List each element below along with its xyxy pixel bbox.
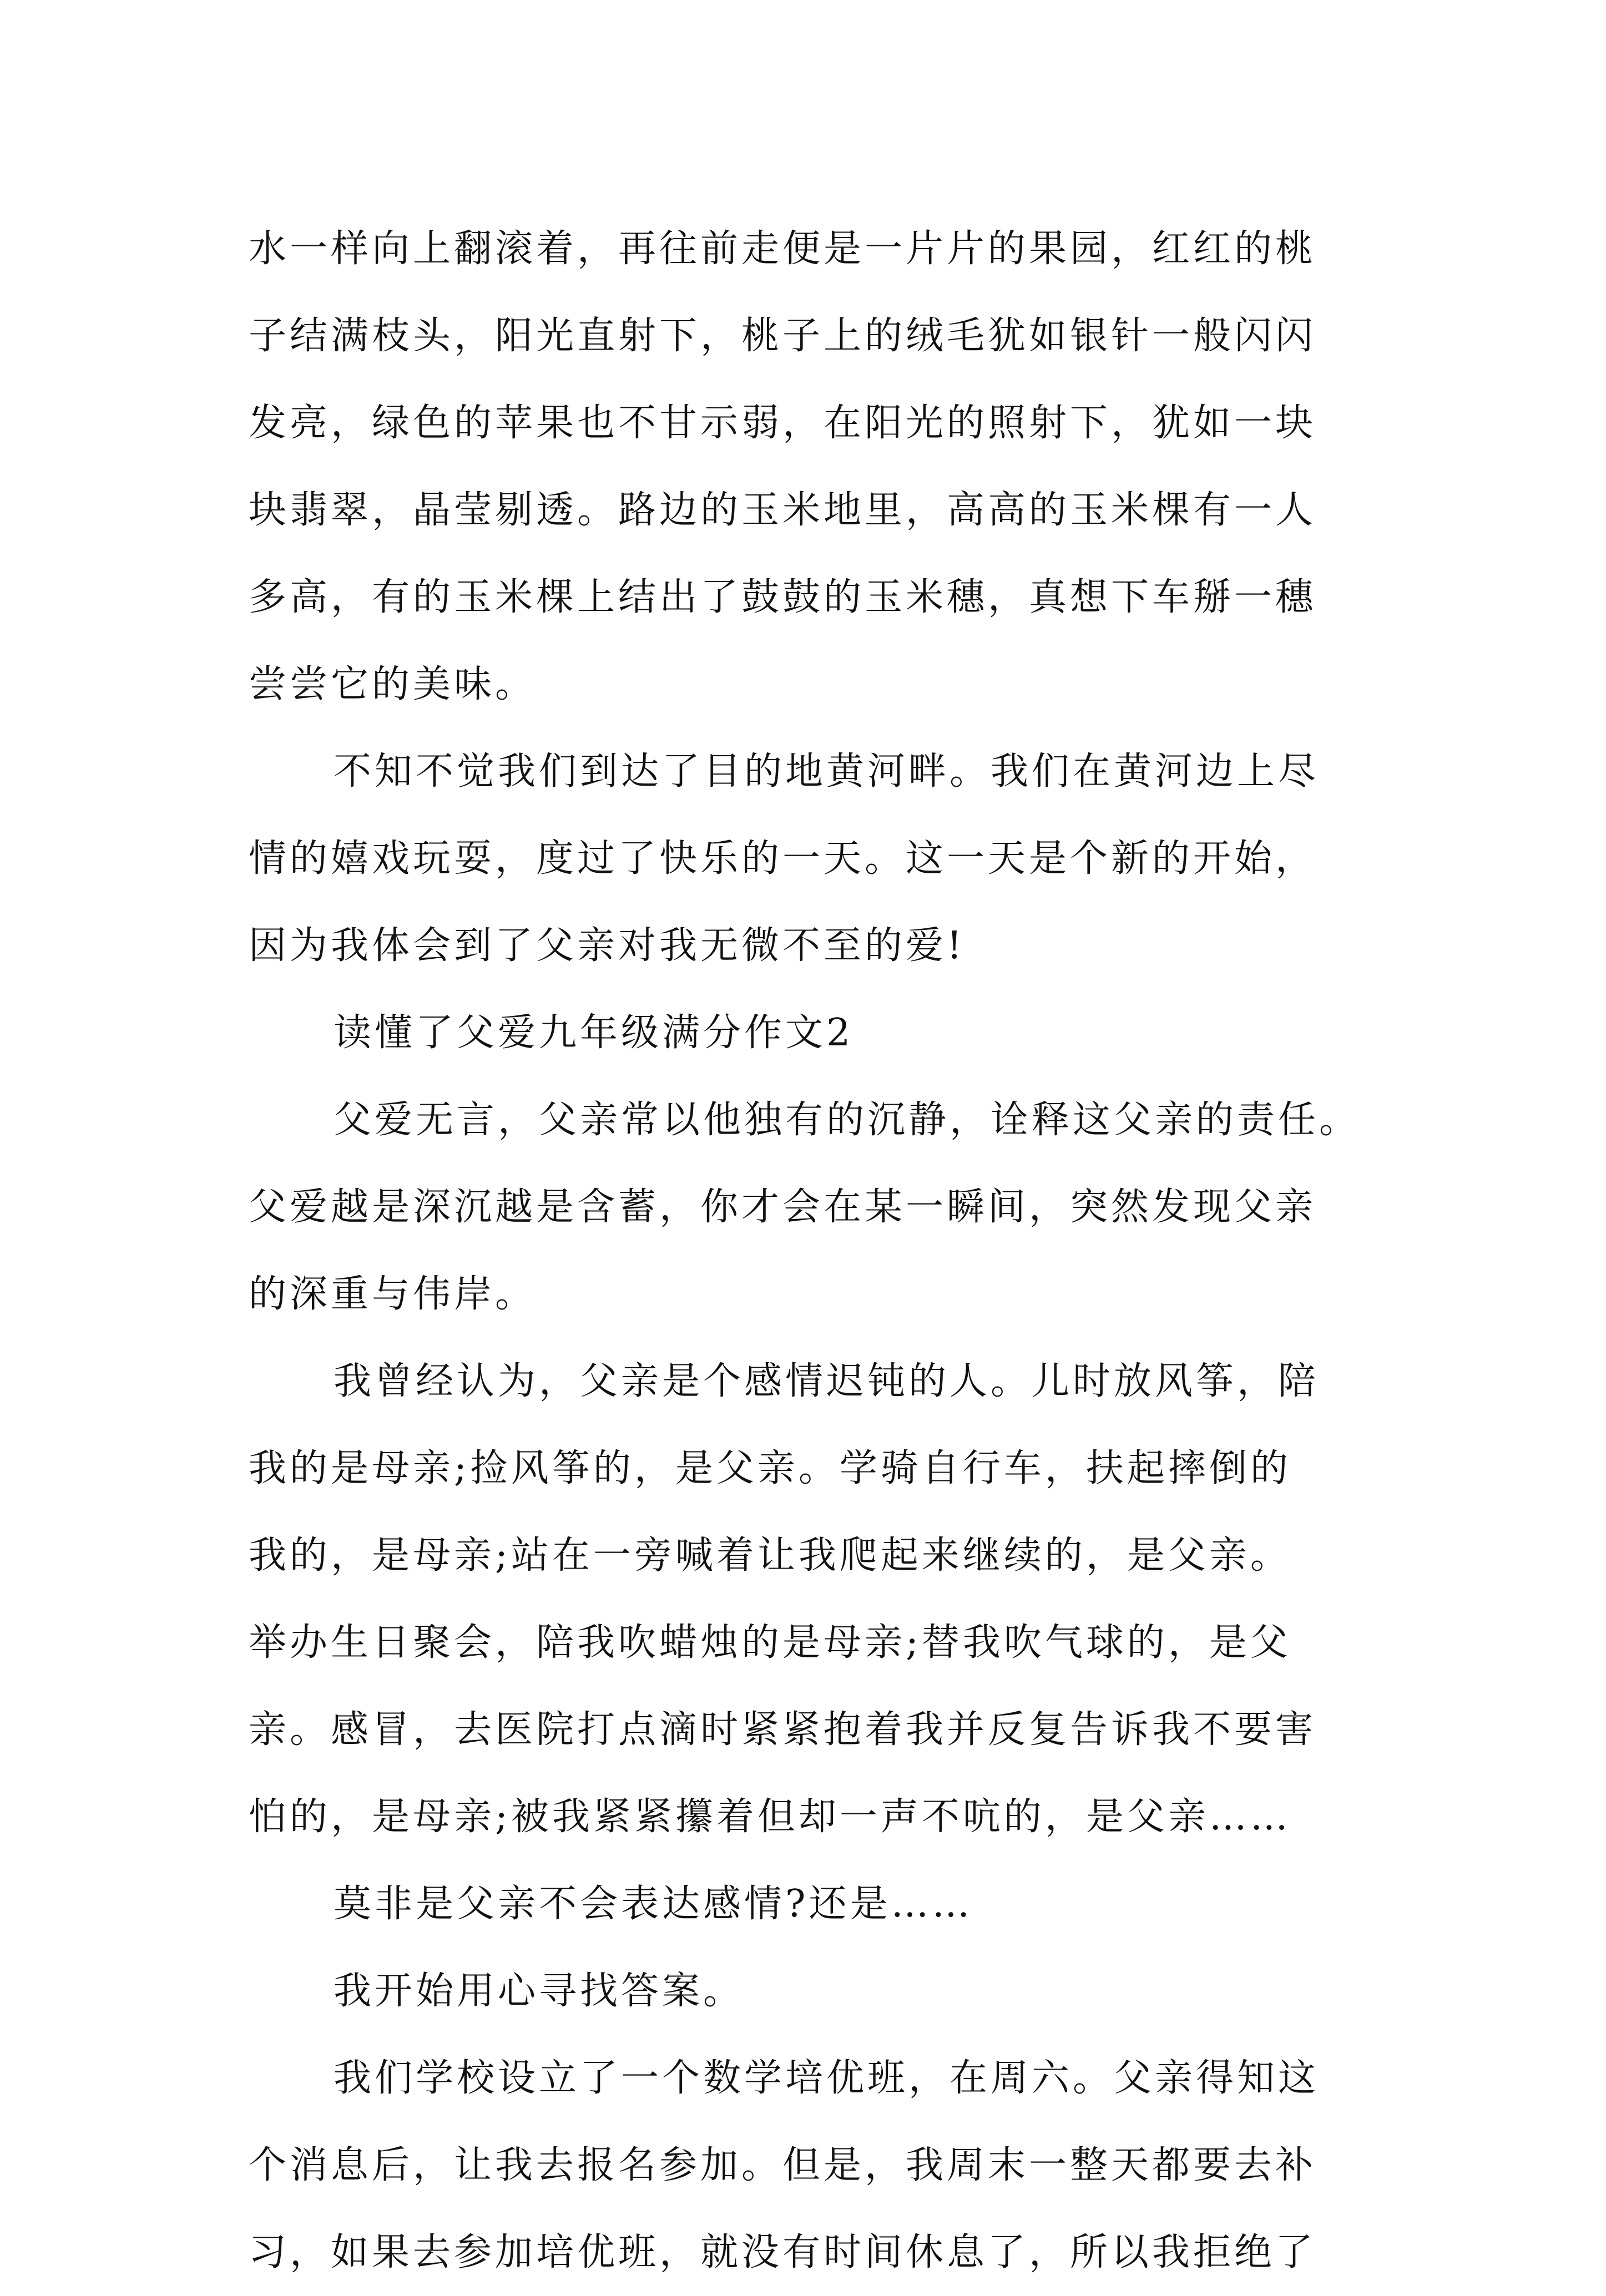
paragraph-start-line: 我们学校设立了一个数学培优班，在周六。父亲得知这	[334, 2056, 1320, 2100]
text-line: 的深重与伟岸。	[249, 1272, 537, 1316]
text-line: 块翡翠，晶莹剔透。路边的玉米地里，高高的玉米棵有一人	[249, 488, 1317, 532]
text-line: 亲。感冒，去医院打点滴时紧紧抱着我并反复告诉我不要害	[249, 1708, 1317, 1752]
text-line: 子结满枝头，阳光直射下，桃子上的绒毛犹如银针一般闪闪	[249, 314, 1317, 358]
paragraph-start-line: 不知不觉我们到达了目的地黄河畔。我们在黄河边上尽	[334, 750, 1320, 793]
text-line: 我的是母亲;捡风筝的，是父亲。学骑自行车，扶起摔倒的	[249, 1447, 1291, 1490]
text-line: 习，如果去参加培优班，就没有时间休息了，所以我拒绝了	[249, 2231, 1317, 2274]
text-line: 举办生日聚会，陪我吹蜡烛的是母亲;替我吹气球的，是父	[249, 1621, 1291, 1665]
text-line: 多高，有的玉米棵上结出了鼓鼓的玉米穗，真想下车掰一穗	[249, 575, 1317, 619]
text-line: 父爱越是深沉越是含蓄，你才会在某一瞬间，突然发现父亲	[249, 1185, 1317, 1229]
text-line: 怕的，是母亲;被我紧紧攥着但却一声不吭的，是父亲……	[249, 1795, 1291, 1839]
text-line: 水一样向上翻滚着，再往前走便是一片片的果园，红红的桃	[249, 227, 1317, 271]
text-line: 因为我体会到了父亲对我无微不至的爱!	[249, 924, 966, 968]
section-title: 读懂了父爱九年级满分作文2	[334, 1011, 854, 1055]
paragraph-start-line: 莫非是父亲不会表达感情?还是……	[334, 1882, 973, 1926]
paragraph-start-line: 父爱无言，父亲常以他独有的沉静，诠释这父亲的责任。	[334, 1098, 1361, 1142]
paragraph-start-line: 我开始用心寻找答案。	[334, 1969, 745, 2013]
document-body	[249, 205, 1370, 2296]
text-line: 尝尝它的美味。	[249, 662, 537, 706]
text-line: 发亮，绿色的苹果也不甘示弱，在阳光的照射下，犹如一块	[249, 401, 1317, 445]
text-line: 情的嬉戏玩耍，度过了快乐的一天。这一天是个新的开始，	[249, 837, 1317, 881]
paragraph-start-line: 我曾经认为，父亲是个感情迟钝的人。儿时放风筝，陪	[334, 1359, 1320, 1403]
text-line: 我的，是母亲;站在一旁喊着让我爬起来继续的，是父亲。	[249, 1534, 1291, 1577]
text-line: 个消息后，让我去报名参加。但是，我周末一整天都要去补	[249, 2143, 1317, 2187]
